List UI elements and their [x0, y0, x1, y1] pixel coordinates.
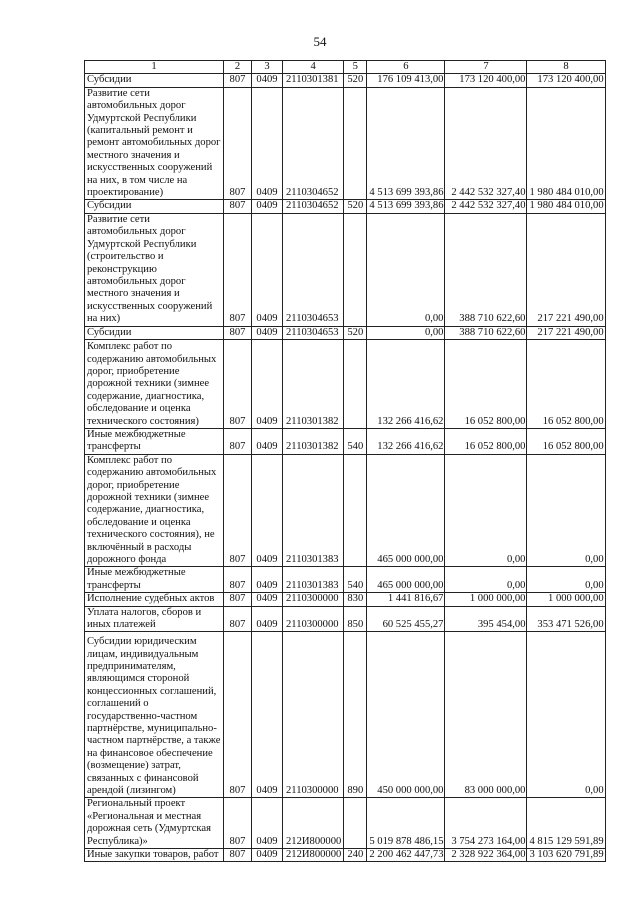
amount-col8: 1 000 000,00 — [527, 593, 605, 606]
amount-col7: 83 000 000,00 — [445, 632, 527, 798]
table-row — [85, 567, 606, 593]
amount-col8: 4 815 129 591,89 — [527, 798, 605, 849]
column-header: 6 — [367, 61, 445, 74]
row-description: Иные закупки товаров, работ — [85, 849, 224, 862]
table-row — [85, 849, 606, 862]
target-article-code: 2110301383 — [283, 567, 344, 593]
amount-col7: 16 052 800,00 — [445, 428, 527, 454]
table-row — [85, 213, 606, 326]
amount-col7: 16 052 800,00 — [445, 339, 527, 428]
amount-col6: 132 266 416,62 — [367, 428, 445, 454]
expense-type-code — [344, 87, 367, 200]
target-article-code: 212И800000 — [283, 798, 344, 849]
amount-col7: 2 442 532 327,40 — [445, 200, 527, 213]
amount-col6: 1 441 816,67 — [367, 593, 445, 606]
chapter-code: 807 — [224, 428, 252, 454]
row-description: Субсидии — [85, 200, 224, 213]
row-description: Субсидии — [85, 326, 224, 339]
section-code: 0409 — [252, 339, 283, 428]
chapter-code: 807 — [224, 798, 252, 849]
target-article-code: 212И800000 — [283, 849, 344, 862]
amount-col6: 4 513 699 393,86 — [367, 87, 445, 200]
target-article-code: 2110301382 — [283, 339, 344, 428]
target-article-code: 2110304653 — [283, 326, 344, 339]
table-row — [85, 74, 606, 87]
amount-col8: 16 052 800,00 — [527, 339, 605, 428]
table-row — [85, 428, 606, 454]
amount-col6: 0,00 — [367, 213, 445, 326]
expense-type-code: 850 — [344, 606, 367, 632]
header-row — [85, 61, 606, 74]
chapter-code: 807 — [224, 567, 252, 593]
column-header: 5 — [344, 61, 367, 74]
column-header: 2 — [224, 61, 252, 74]
target-article-code: 2110301381 — [283, 74, 344, 87]
table-row — [85, 326, 606, 339]
column-header: 8 — [527, 61, 605, 74]
row-description: Иные межбюджетные трансферты — [85, 567, 224, 593]
row-description: Развитие сети автомобильных дорог Удмуртской Республики (капитальный ремонт и ремонт автомобильных дорог местного значения и искусственных сооружений на них, в том числе на проектирование) — [85, 87, 224, 200]
row-description: Иные межбюджетные трансферты — [85, 428, 224, 454]
section-code: 0409 — [252, 606, 283, 632]
table-row — [85, 200, 606, 213]
row-description: Комплекс работ по содержанию автомобильных дорог, приобретение дорожной техники (зимнее содержание, диагностика, обследование и оценка технического состояния) — [85, 339, 224, 428]
chapter-code: 807 — [224, 849, 252, 862]
section-code: 0409 — [252, 87, 283, 200]
amount-col6: 450 000 000,00 — [367, 632, 445, 798]
expense-type-code: 520 — [344, 200, 367, 213]
chapter-code: 807 — [224, 213, 252, 326]
section-code: 0409 — [252, 326, 283, 339]
chapter-code: 807 — [224, 606, 252, 632]
expense-type-code — [344, 798, 367, 849]
target-article-code: 2110304652 — [283, 200, 344, 213]
chapter-code: 807 — [224, 454, 252, 567]
table-row — [85, 798, 606, 849]
amount-col6: 465 000 000,00 — [367, 454, 445, 567]
expense-type-code: 520 — [344, 326, 367, 339]
table-row — [85, 339, 606, 428]
row-description: Субсидии юридическим лицам, индивидуальным предпринимателям, являющимся стороной концессионных соглашений, соглашений о государственно-частном партнёрстве, муниципально-частном партнёрстве, а также на финансовое обеспечение (возмещение) затрат, связанных с финансовой арендой (лизингом) — [85, 632, 224, 798]
table-row — [85, 454, 606, 567]
expense-type-code: 240 — [344, 849, 367, 862]
amount-col8: 217 221 490,00 — [527, 213, 605, 326]
amount-col8: 0,00 — [527, 567, 605, 593]
amount-col6: 176 109 413,00 — [367, 74, 445, 87]
amount-col8: 1 980 484 010,00 — [527, 87, 605, 200]
target-article-code: 2110300000 — [283, 593, 344, 606]
amount-col6: 465 000 000,00 — [367, 567, 445, 593]
amount-col7: 0,00 — [445, 454, 527, 567]
row-description: Региональный проект «Региональная и местная дорожная сеть (Удмуртская Республика)» — [85, 798, 224, 849]
chapter-code: 807 — [224, 326, 252, 339]
amount-col7: 395 454,00 — [445, 606, 527, 632]
amount-col7: 388 710 622,60 — [445, 326, 527, 339]
amount-col8: 0,00 — [527, 632, 605, 798]
amount-col8: 353 471 526,00 — [527, 606, 605, 632]
column-header: 4 — [283, 61, 344, 74]
column-header: 7 — [445, 61, 527, 74]
expense-type-code: 830 — [344, 593, 367, 606]
row-description: Исполнение судебных актов — [85, 593, 224, 606]
target-article-code: 2110301382 — [283, 428, 344, 454]
expense-type-code: 520 — [344, 74, 367, 87]
amount-col8: 173 120 400,00 — [527, 74, 605, 87]
chapter-code: 807 — [224, 87, 252, 200]
amount-col7: 1 000 000,00 — [445, 593, 527, 606]
chapter-code: 807 — [224, 74, 252, 87]
column-header: 1 — [85, 61, 224, 74]
amount-col8: 1 980 484 010,00 — [527, 200, 605, 213]
expense-type-code — [344, 339, 367, 428]
expense-type-code: 540 — [344, 428, 367, 454]
expense-type-code — [344, 213, 367, 326]
amount-col7: 173 120 400,00 — [445, 74, 527, 87]
section-code: 0409 — [252, 632, 283, 798]
section-code: 0409 — [252, 200, 283, 213]
expense-type-code: 890 — [344, 632, 367, 798]
amount-col7: 2 328 922 364,00 — [445, 849, 527, 862]
target-article-code: 2110300000 — [283, 606, 344, 632]
amount-col7: 2 442 532 327,40 — [445, 87, 527, 200]
target-article-code: 2110300000 — [283, 632, 344, 798]
budget-table — [84, 60, 606, 862]
amount-col6: 60 525 455,27 — [367, 606, 445, 632]
chapter-code: 807 — [224, 632, 252, 798]
amount-col6: 5 019 878 486,15 — [367, 798, 445, 849]
section-code: 0409 — [252, 454, 283, 567]
amount-col6: 132 266 416,62 — [367, 339, 445, 428]
target-article-code: 2110301383 — [283, 454, 344, 567]
table-row — [85, 632, 606, 798]
row-description: Развитие сети автомобильных дорог Удмуртской Республики (строительство и реконструкцию автомобильных дорог местного значения и искусственных сооружений на них) — [85, 213, 224, 326]
chapter-code: 807 — [224, 593, 252, 606]
column-header: 3 — [252, 61, 283, 74]
amount-col6: 0,00 — [367, 326, 445, 339]
row-description: Субсидии — [85, 74, 224, 87]
amount-col8: 217 221 490,00 — [527, 326, 605, 339]
chapter-code: 807 — [224, 339, 252, 428]
amount-col6: 4 513 699 393,86 — [367, 200, 445, 213]
chapter-code: 807 — [224, 200, 252, 213]
section-code: 0409 — [252, 74, 283, 87]
section-code: 0409 — [252, 567, 283, 593]
section-code: 0409 — [252, 798, 283, 849]
section-code: 0409 — [252, 849, 283, 862]
amount-col7: 388 710 622,60 — [445, 213, 527, 326]
amount-col8: 16 052 800,00 — [527, 428, 605, 454]
row-description: Уплата налогов, сборов и иных платежей — [85, 606, 224, 632]
amount-col7: 0,00 — [445, 567, 527, 593]
section-code: 0409 — [252, 428, 283, 454]
table-row — [85, 593, 606, 606]
target-article-code: 2110304652 — [283, 87, 344, 200]
row-description: Комплекс работ по содержанию автомобильных дорог, приобретение дорожной техники (зимнее содержание, диагностика, обследование и оценка технического состояния), не включённый в расходы дорожного фонда — [85, 454, 224, 567]
amount-col8: 0,00 — [527, 454, 605, 567]
amount-col8: 3 103 620 791,89 — [527, 849, 605, 862]
amount-col6: 2 200 462 447,73 — [367, 849, 445, 862]
page-number: 54 — [313, 34, 327, 49]
section-code: 0409 — [252, 213, 283, 326]
expense-type-code: 540 — [344, 567, 367, 593]
table-row — [85, 606, 606, 632]
amount-col7: 3 754 273 164,00 — [445, 798, 527, 849]
table-row — [85, 87, 606, 200]
target-article-code: 2110304653 — [283, 213, 344, 326]
expense-type-code — [344, 454, 367, 567]
section-code: 0409 — [252, 593, 283, 606]
